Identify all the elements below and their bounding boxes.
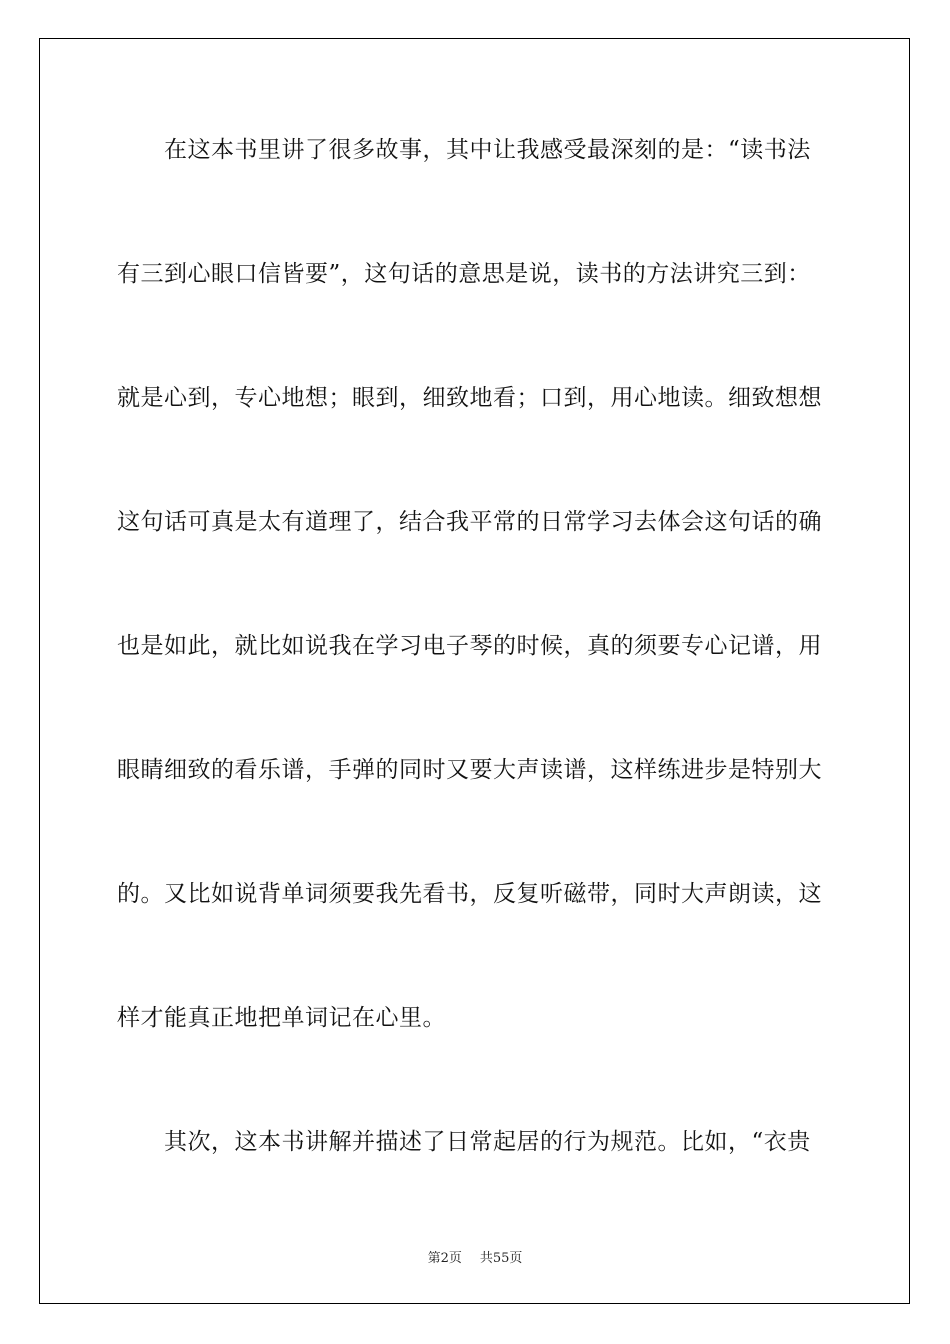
page-border	[39, 38, 910, 1304]
page-footer	[0, 1247, 950, 1266]
paragraph-2-line-1: 其次，这本书讲解并描述了日常起居的行为规范。比如，“衣贵	[164, 1129, 811, 1155]
paragraph-1-line-8: 样才能真正地把单词记在心里。	[117, 1005, 446, 1031]
paragraph-1-line-2: 有三到心眼口信皆要”，这句话的意思是说，读书的方法讲究三到：	[117, 261, 811, 287]
paragraph-1-line-1: 在这本书里讲了很多故事，其中让我感受最深刻的是：“读书法	[164, 137, 811, 163]
page-number: 第2页	[427, 1251, 462, 1266]
page-total: 共55页	[479, 1251, 523, 1266]
paragraph-1-line-7: 的。又比如说背单词须要我先看书，反复听磁带，同时大声朗读，这	[117, 881, 822, 907]
paragraph-1-line-5: 也是如此，就比如说我在学习电子琴的时候，真的须要专心记谱，用	[117, 633, 822, 659]
paragraph-1-line-4: 这句话可真是太有道理了，结合我平常的日常学习去体会这句话的确	[117, 509, 822, 535]
paragraph-1-line-3: 就是心到，专心地想；眼到，细致地看；口到，用心地读。细致想想	[117, 385, 822, 411]
paragraph-1-line-6: 眼睛细致的看乐谱，手弹的同时又要大声读谱，这样练进步是特别大	[117, 757, 822, 783]
